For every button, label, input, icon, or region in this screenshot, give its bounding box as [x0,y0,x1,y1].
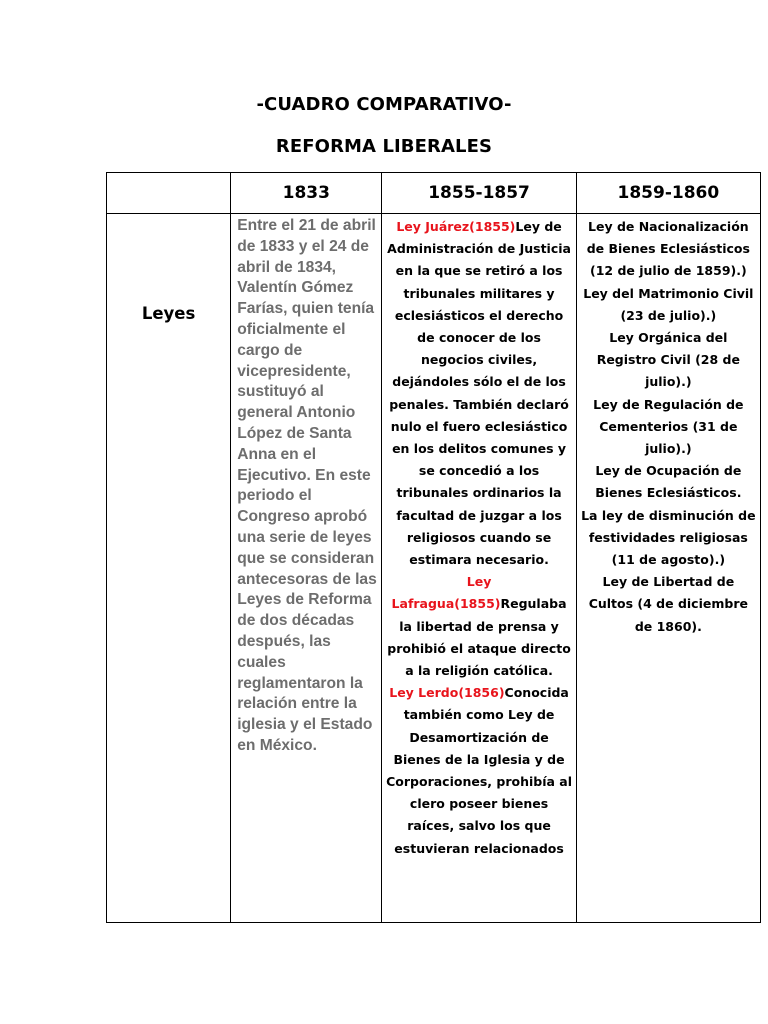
cell-1859-1860 [576,214,760,923]
document-title: -CUADRO COMPARATIVO- [256,94,512,115]
ley-lerdo-text: Conocida también como Ley de Desamortización de Bienes de la Iglesia y de Corporaciones, prohibía al clero poseer bienes raíces, salvo los que estuvieran relacionados [386,685,572,856]
ley-cementerios: Ley de Regulación de Cementerios (31 de julio).) [593,396,744,457]
ley-festividades: La ley de disminución de festividades religiosas (11 de agosto).) [581,507,756,568]
ley-juarez-text: Ley de Administración de Justicia en la que se retiró a los tribunales militares y eclesiásticos el derecho de conocer de los negocios civiles, dejándoles sólo el de los penales. También declaró nulo el fuero eclesiástico en los delitos comunes y se concedió a los tribunales ordinarios la facultad de juzgar a los religiosos cuando se estimara necesario. [387,219,571,568]
ley-lafragua-title: Ley Lafragua(1855) [391,574,501,612]
header-1833: 1833 [231,173,382,214]
ley-ocupacion-bienes: Ley de Ocupación de Bienes Eclesiásticos. [595,463,742,501]
cell-1855-1857 [382,214,576,923]
ley-juarez-title: Ley Juárez(1855) [396,219,516,234]
ley-registro-civil: Ley Orgánica del Registro Civil (28 de julio).) [596,330,740,390]
laws-row [107,214,761,923]
ley-lafragua-text: Regulaba la libertad de prensa y prohibió el ataque directo a la religión católica. [387,596,571,679]
row-label-cell [107,214,231,923]
header-1855-1857: 1855-1857 [382,173,576,214]
row-label: Leyes [141,304,196,323]
comparison-table [106,172,761,923]
ley-matrimonio-civil: Ley del Matrimonio Civil (23 de julio).) [583,285,754,323]
header-row [107,173,761,214]
header-empty [107,173,231,214]
header-1859-1860: 1859-1860 [576,173,760,214]
document-subtitle: REFORMA LIBERALES [275,136,493,157]
ley-libertad-cultos: Ley de Libertad de Cultos (4 de diciembre de 1860). [588,574,748,634]
ley-lerdo-title: Ley Lerdo(1856) [389,685,505,701]
ley-nacionalizacion: Ley de Nacionalización de Bienes Eclesiásticos (12 de julio de 1859).) [586,219,750,279]
cell-1833: Entre el 21 de abril de 1833 y el 24 de abril de 1834, Valentín Gómez Farías, quien tenía oficialmente el cargo de vicepresidente, sustituyó al general Antonio López de Santa Anna en el Ejecutivo. En este periodo el Congreso aprobó una serie de leyes que se consideran antecesoras de las Leyes de Reforma de dos décadas después, las cuales reglamentaron la relación entre la iglesia y el Estado en México. [231,214,382,923]
